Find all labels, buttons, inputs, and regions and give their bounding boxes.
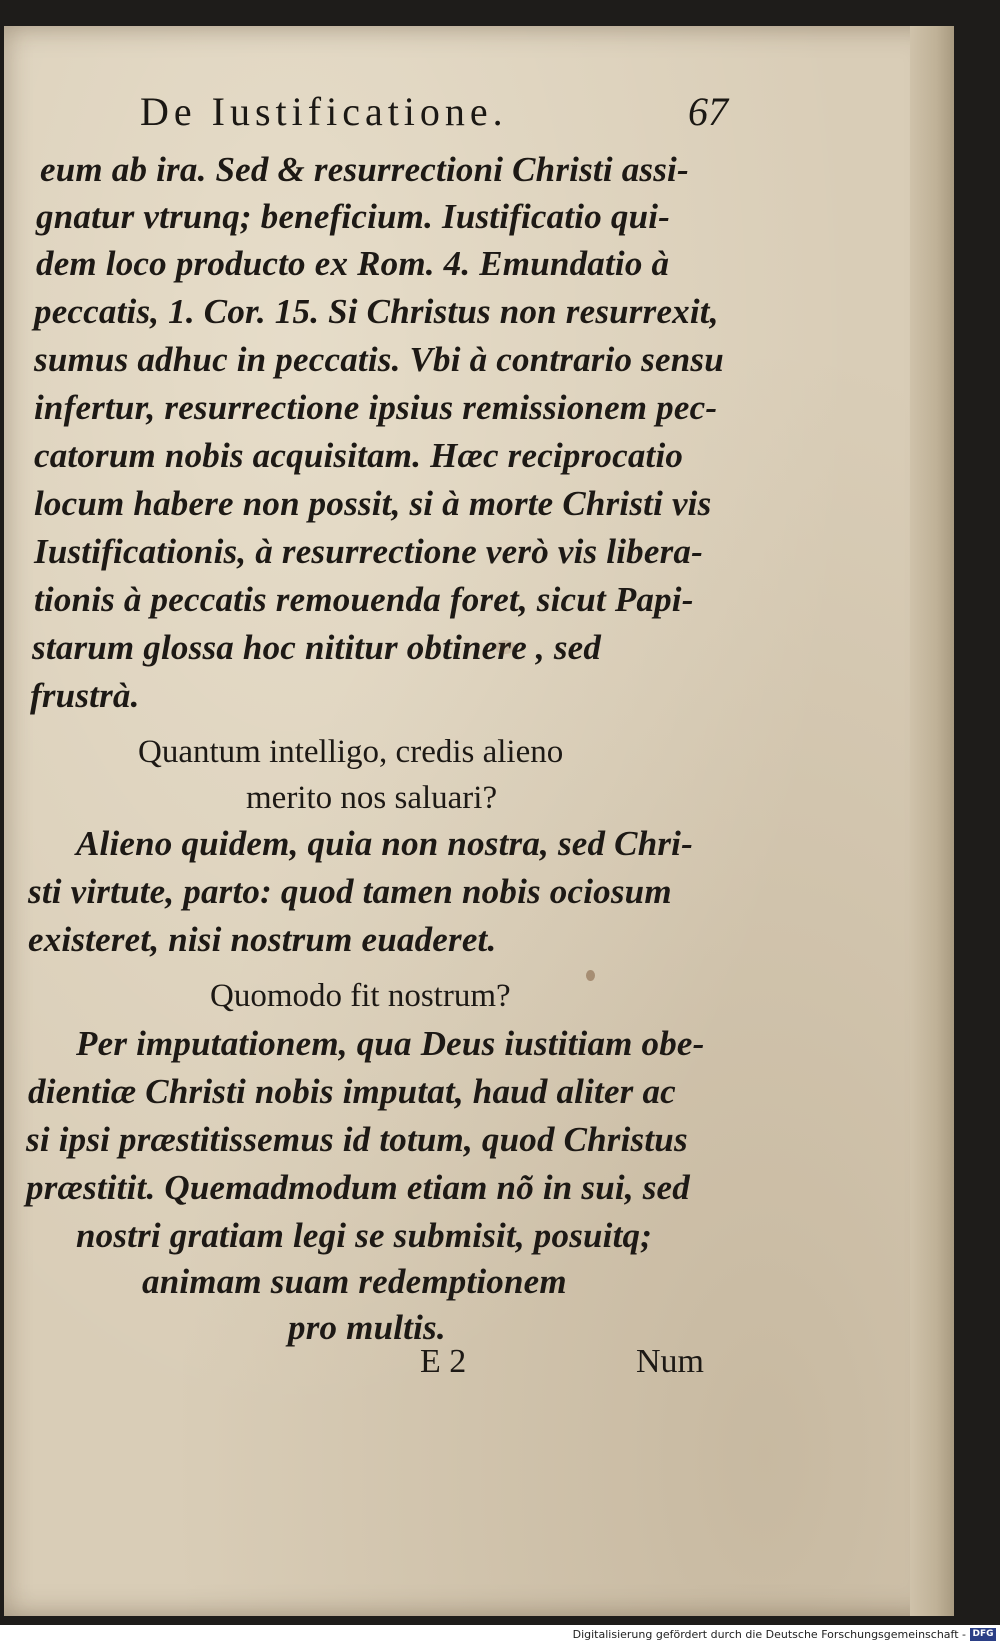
dfg-logo: DFG xyxy=(970,1628,996,1641)
text-line: existeret, nisi nostrum euaderet. xyxy=(28,920,497,959)
text-line: præstitit. Quemadmodum etiam nõ in sui, sed xyxy=(26,1168,690,1207)
text-line: tionis à peccatis remouenda foret, sicut Papi- xyxy=(34,580,694,619)
question-line: merito nos saluari? xyxy=(246,780,498,816)
footer-bar xyxy=(0,1625,1000,1645)
text-line: infertur, resurrectione ipsius remissionem pec- xyxy=(34,388,718,427)
text-line: dem loco producto ex Rom. 4. Emundatio à xyxy=(36,244,670,283)
text-line: si ipsi præstitissemus id totum, quod Christus xyxy=(26,1120,688,1159)
text-line: animam suam redemptionem xyxy=(142,1262,567,1301)
page-number: 67 xyxy=(688,89,728,134)
paper-stain xyxy=(586,970,595,981)
text-line: dientiæ Christi nobis imputat, haud aliter ac xyxy=(28,1072,676,1111)
text-line: catorum nobis acquisitam. Hæc reciprocatio xyxy=(34,436,684,475)
question-line: Quantum intelligo, credis alieno xyxy=(138,734,564,770)
text-line: peccatis, 1. Cor. 15. Si Christus non resurrexit, xyxy=(34,292,719,331)
text-line: Iustificationis, à resurrectione verò vis libera- xyxy=(34,532,703,571)
text-line: eum ab ira. Sed & resurrectioni Christi assi- xyxy=(40,150,689,189)
question-line: Quomodo fit nostrum? xyxy=(210,978,511,1014)
footer-credit: Digitalisierung gefördert durch die Deutsche Forschungsgemeinschaft - xyxy=(572,1628,966,1641)
signature-mark: E 2 xyxy=(420,1343,467,1380)
text-line: pro multis. xyxy=(288,1308,446,1347)
paper-stain xyxy=(495,640,515,654)
text-line: starum glossa hoc nititur obtinere , sed xyxy=(32,628,602,667)
text-line: sti virtute, parto: quod tamen nobis ociosum xyxy=(28,872,672,911)
text-line: Per imputationem, qua Deus iustitiam obe- xyxy=(76,1024,705,1063)
text-line: sumus adhuc in peccatis. Vbi à contrario sensu xyxy=(34,340,724,379)
text-line: locum habere non possit, si à morte Christi vis xyxy=(34,484,712,523)
running-head: De Iustificatione. xyxy=(140,89,508,134)
text-line: frustrà. xyxy=(30,676,140,715)
page-fore-edge xyxy=(910,26,954,1616)
text-line: nostri gratiam legi se submisit, posuitq; xyxy=(76,1216,653,1255)
catchword: Num xyxy=(636,1343,704,1380)
text-line: Alieno quidem, quia non nostra, sed Chri- xyxy=(76,824,693,863)
text-line: gnatur vtrunq; beneficium. Iustificatio qui- xyxy=(36,197,671,236)
